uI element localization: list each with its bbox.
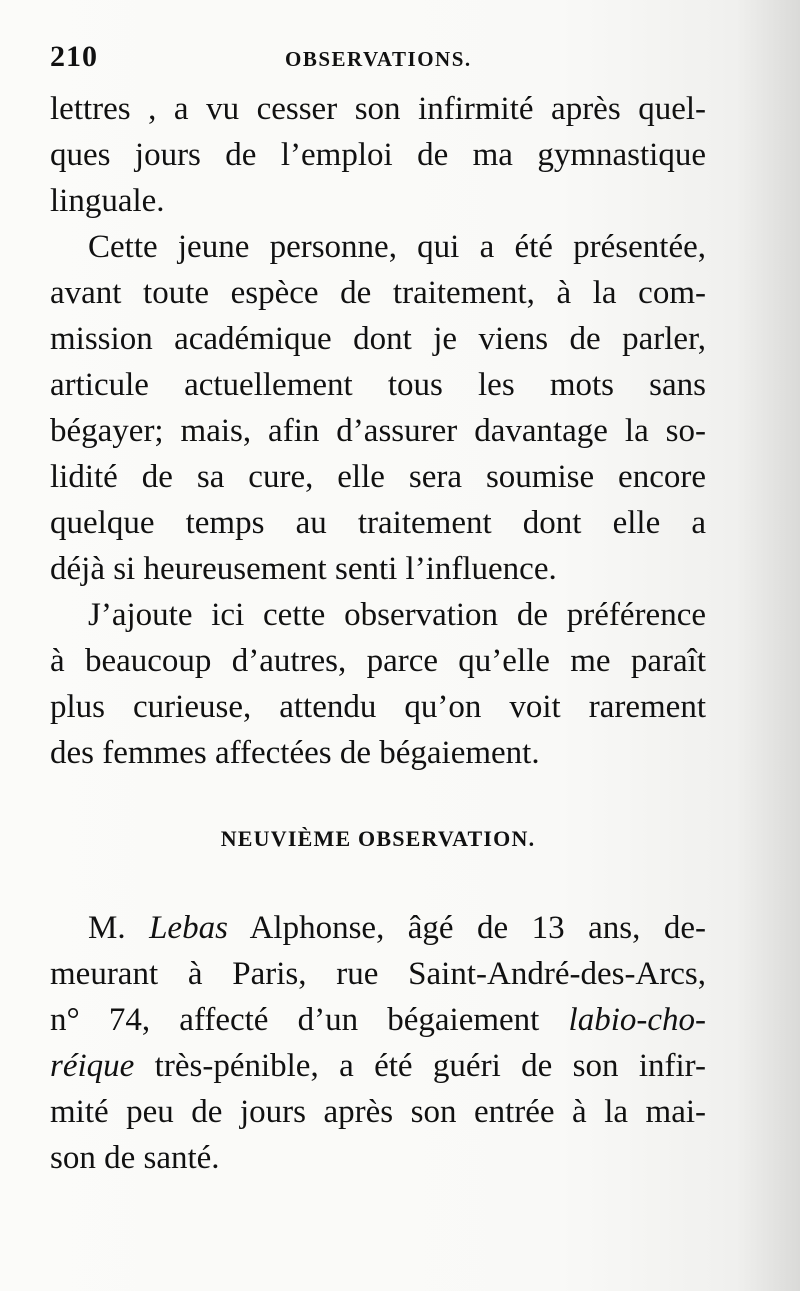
italic-term: réique [50,1048,135,1084]
body-text-upper [50,86,706,776]
text-line: plus curieuse, attendu qu’on voit rarement [50,689,706,725]
text-line: articule actuellement tous les mots sans [50,367,706,403]
text-fragment: n° 74, affecté d’un bégaiement [50,1002,569,1038]
page-header [50,40,700,80]
text-line: bégayer; mais, afin d’assurer davantage la so- [50,413,706,449]
text-line: quelque temps au traitement dont elle a [50,505,706,541]
text-line: lettres , a vu cesser son infirmité après quel- [50,91,706,127]
text-line: des femmes affectées de bégaiement. [50,735,540,771]
text-fragment: Alphonse, âgé de 13 ans, de- [227,910,706,946]
text-line: déjà si heureusement senti l’influence. [50,551,557,587]
text-line [50,997,706,1043]
text-line [50,1043,706,1089]
page-number: 210 [50,40,98,73]
text-line: mission académique dont je viens de parler, [50,321,706,357]
text-fragment: très-pénible, a été guéri de son infir- [134,1048,706,1084]
italic-name: Lebas [149,910,228,946]
text-line: à beaucoup d’autres, parce qu’elle me paraît [50,643,706,679]
text-line [50,905,706,951]
text-line: linguale. [50,183,165,219]
text-line: Cette jeune personne, qui a été présentée, [88,229,706,265]
text-line: ques jours de l’emploi de ma gymnastique [50,137,706,173]
text-fragment: M. [88,910,150,946]
text-line: son de santé. [50,1140,220,1176]
running-head: OBSERVATIONS. [285,47,472,71]
italic-term: labio-cho- [568,1002,706,1038]
body-text-lower [50,905,706,1181]
text-line: avant toute espèce de traitement, à la com- [50,275,706,311]
text-line: lidité de sa cure, elle sera soumise encore [50,459,706,495]
text-line: meurant à Paris, rue Saint-André-des-Arcs, [50,956,706,992]
text-line: mité peu de jours après son entrée à la mai- [50,1094,706,1130]
text-line: J’ajoute ici cette observation de préférence [88,597,706,633]
section-heading: NEUVIÈME OBSERVATION. [220,826,536,851]
